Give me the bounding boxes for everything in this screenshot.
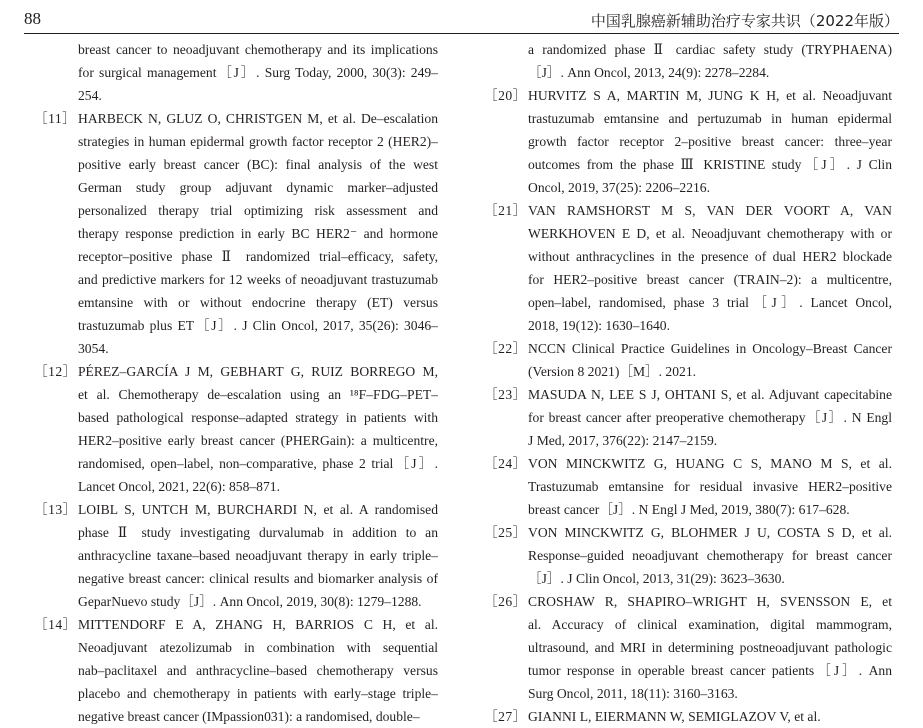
page-number: 88 (24, 9, 41, 28)
reference-number: ［26］ (484, 594, 527, 609)
reference-entry (484, 84, 892, 199)
reference-line-text: GIANNI L, EIERMANN W, SEMIGLAZOV V, et al. (528, 709, 821, 724)
reference-first-line (34, 107, 438, 130)
reference-number: ［25］ (484, 525, 527, 540)
reference-line: based pathological response–adapted strategy in patients with (78, 410, 438, 425)
reference-number: ［20］ (484, 88, 527, 103)
reference-line: phase Ⅱ study investigating durvalumab in addition to an (78, 525, 438, 540)
reference-line: tumor response in operable breast cancer patients［J］. Ann (528, 663, 892, 678)
reference-first-line (484, 199, 892, 222)
reference-line: randomised, open–label, non–comparative, phase 2 trial［J］. (78, 456, 438, 471)
left-column (34, 38, 438, 728)
reference-entry (34, 360, 438, 498)
reference-line: (Version 8 2021)［M］. 2021. (528, 364, 697, 379)
header-rule (24, 33, 899, 34)
reference-line: al. Accuracy of clinical examination, digital mammogram, (528, 617, 892, 632)
reference-line: WERKHOVEN E D, et al. Neoadjuvant chemotherapy with or (528, 226, 892, 241)
reference-number: ［27］ (484, 709, 527, 724)
reference-number: ［23］ (484, 387, 527, 402)
reference-first-line (34, 613, 438, 636)
reference-number: ［14］ (34, 617, 77, 632)
reference-entry (484, 452, 892, 521)
reference-entry (484, 383, 892, 452)
reference-line: for surgical management［J］. Surg Today, 2000, 30(3): 249– (78, 65, 438, 80)
reference-line-text: VAN RAMSHORST M S, VAN DER VOORT A, VAN (528, 203, 892, 218)
reference-line: German study group adjuvant dynamic marker–adjusted (78, 180, 438, 195)
reference-line: personalized therapy trial optimizing risk assessment and (78, 203, 438, 218)
reference-line: therapy response prediction in early BC HER2⁻ and hormone (78, 226, 438, 241)
reference-line-text: VON MINCKWITZ G, HUANG C S, MANO M S, et al. (528, 456, 892, 471)
reference-line-text: LOIBL S, UNTCH M, BURCHARDI N, et al. A randomised (78, 502, 438, 517)
reference-line-text: HARBECK N, GLUZ O, CHRISTGEN M, et al. De–escalation (78, 111, 438, 126)
right-column (484, 38, 892, 728)
reference-number: ［21］ (484, 203, 527, 218)
reference-line: 254. (78, 88, 102, 103)
reference-line-text: VON MINCKWITZ G, BLOHMER J U, COSTA S D, et al. (528, 525, 892, 540)
reference-number: ［12］ (34, 364, 77, 379)
reference-entry (34, 107, 438, 360)
reference-line: for breast cancer after preoperative chemotherapy［J］. N Engl (528, 410, 892, 425)
reference-line: anthracycline taxane–based neoadjuvant therapy in early triple– (78, 548, 438, 563)
running-title: 中国乳腺癌新辅助治疗专家共识（2022年版） (590, 12, 899, 30)
reference-line: HER2–positive early breast cancer (PHERGain): a multicentre, (78, 433, 438, 448)
reference-line: breast cancer to neoadjuvant chemotherapy and its implications (78, 42, 438, 57)
reference-number: ［11］ (34, 111, 77, 126)
reference-first-line (34, 360, 438, 383)
reference-line-text: MASUDA N, LEE S J, OHTANI S, et al. Adjuvant capecitabine (528, 387, 892, 402)
reference-entry (484, 337, 892, 383)
reference-line: receptor–positive phase Ⅱ randomized trial–efficacy, safety, (78, 249, 438, 264)
reference-first-line (484, 521, 892, 544)
reference-line: et al. Chemotherapy de–escalation using an ¹⁸F–FDG–PET– (78, 387, 438, 402)
reference-line: Surg Oncol, 2011, 18(11): 3160–3163. (528, 686, 738, 701)
reference-entry (484, 590, 892, 705)
reference-line-text: PÉREZ–GARCÍA J M, GEBHART G, RUIZ BORREGO M, (78, 364, 438, 379)
reference-line: ［J］. J Clin Oncol, 2013, 31(29): 3623–3630. (528, 571, 785, 586)
reference-line: Response–guided neoadjuvant chemotherapy for breast cancer (528, 548, 892, 563)
reference-number: ［24］ (484, 456, 527, 471)
reference-entry (484, 199, 892, 337)
reference-line: placebo and chemotherapy in patients with early–stage triple– (78, 686, 438, 701)
reference-line: Lancet Oncol, 2021, 22(6): 858–871. (78, 479, 280, 494)
reference-first-line (484, 452, 892, 475)
reference-line: trastuzumab emtansine and pertuzumab in human epidermal (528, 111, 892, 126)
reference-line: growth factor receptor 2–positive breast cancer: three–year (528, 134, 892, 149)
reference-line: negative breast cancer: clinical results and biomarker analysis of (78, 571, 438, 586)
reference-first-line (34, 498, 438, 521)
reference-line: Trastuzumab emtansine for residual invasive HER2–positive (528, 479, 892, 494)
reference-line-text: HURVITZ S A, MARTIN M, JUNG K H, et al. Neoadjuvant (528, 88, 892, 103)
reference-line: outcomes from the phase Ⅲ KRISTINE study［J］. J Clin (528, 157, 892, 172)
reference-line: ［J］. Ann Oncol, 2013, 24(9): 2278–2284. (528, 65, 770, 80)
reference-line: trastuzumab plus ET［J］. J Clin Oncol, 2017, 35(26): 3046– (78, 318, 438, 333)
reference-line: 2018, 19(12): 1630–1640. (528, 318, 670, 333)
reference-line-text: CROSHAW R, SHAPIRO–WRIGHT H, SVENSSON E, et (528, 594, 892, 609)
reference-line: J Med, 2017, 376(22): 2147–2159. (528, 433, 718, 448)
reference-line: strategies in human epidermal growth factor receptor 2 (HER2)– (78, 134, 438, 149)
reference-entry (34, 613, 438, 728)
reference-line: a randomized phase Ⅱ cardiac safety study (TRYPHAENA) (528, 42, 892, 57)
reference-line: Neoadjuvant atezolizumab in combination with sequential (78, 640, 438, 655)
reference-first-line (484, 590, 892, 613)
reference-line: and predictive markers for 12 weeks of neoadjuvant trastuzumab (78, 272, 438, 287)
reference-line: without anthracyclines in the presence of dual HER2 blockade (528, 249, 892, 264)
reference-entry (484, 38, 892, 84)
reference-entry (34, 498, 438, 613)
reference-number: ［13］ (34, 502, 77, 517)
reference-line: breast cancer［J］. N Engl J Med, 2019, 380(7): 617–628. (528, 502, 850, 517)
reference-line: open–label, randomised, phase 3 trial［J］. Lancet Oncol, (528, 295, 892, 310)
reference-line: positive early breast cancer (BC): final analysis of the west (78, 157, 438, 172)
reference-line: Oncol, 2019, 37(25): 2206–2216. (528, 180, 710, 195)
reference-line: GeparNuevo study［J］. Ann Oncol, 2019, 30(8): 1279–1288. (78, 594, 422, 609)
reference-line: for HER2–positive breast cancer (TRAIN–2): a multicentre, (528, 272, 892, 287)
reference-line: emtansine with or without endocrine therapy (ET) versus (78, 295, 438, 310)
reference-line-text: MITTENDORF E A, ZHANG H, BARRIOS C H, et al. (78, 617, 438, 632)
reference-number: ［22］ (484, 341, 527, 356)
reference-line: ultrasound, and MRI in determining postneoadjuvant pathologic (528, 640, 892, 655)
reference-first-line (484, 84, 892, 107)
reference-first-line (484, 337, 892, 360)
reference-line: 3054. (78, 341, 109, 356)
reference-line: nab–paclitaxel and anthracycline–based chemotherapy versus (78, 663, 438, 678)
reference-line-text: NCCN Clinical Practice Guidelines in Oncology–Breast Cancer (528, 341, 892, 356)
reference-line: negative breast cancer (IMpassion031): a randomised, double– (78, 709, 420, 724)
reference-entry (484, 521, 892, 590)
reference-first-line (484, 383, 892, 406)
reference-entry (34, 38, 438, 107)
page-header (0, 0, 923, 36)
